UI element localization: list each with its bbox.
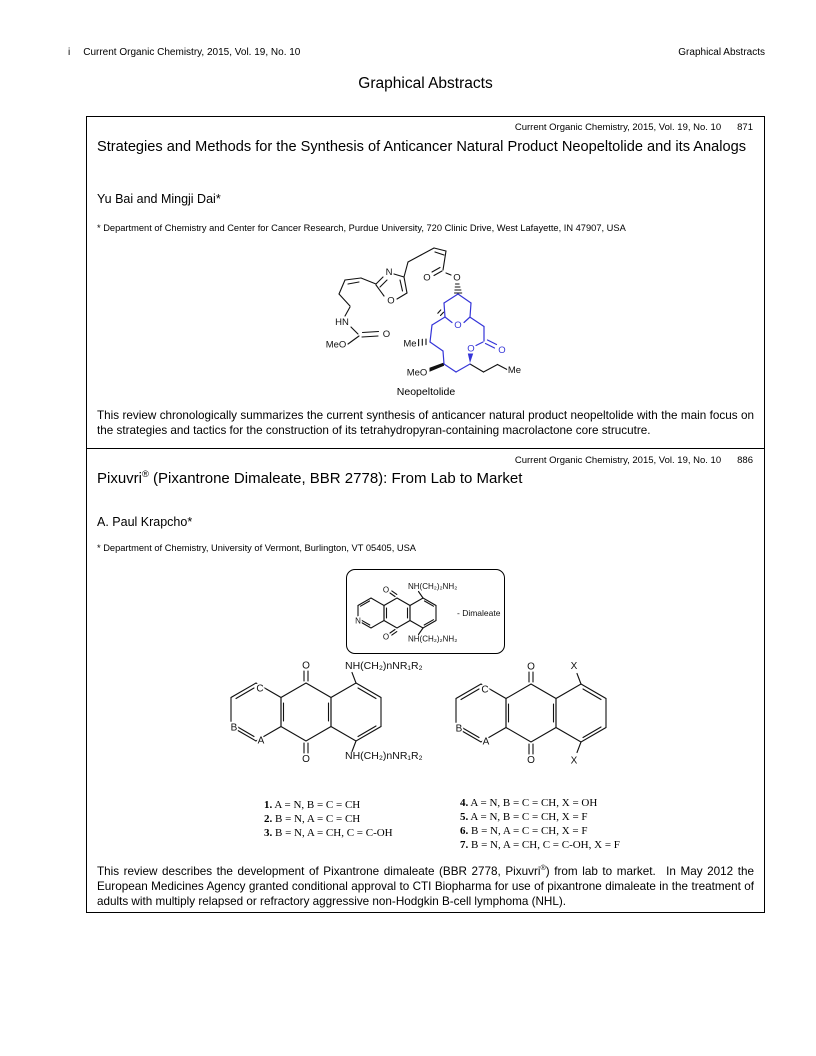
o-lactone-carbonyl-label: O — [498, 345, 506, 356]
o-pyran-label: O — [454, 320, 462, 331]
citation-text: Current Organic Chemistry, 2015, Vol. 19, No. 10 — [514, 455, 722, 466]
citation-page: 886 — [737, 455, 753, 466]
compound-line — [264, 798, 393, 812]
pixantrone-boxed-structure — [346, 569, 505, 654]
figure1-caption: Neopeltolide — [396, 386, 456, 398]
summary-text: ) from lab to market. In May 2012 the European Medicines Agency granted conditional approval to CTI Biopharma for use of pixantrone dimaleate in the treatment of adults with multiply relapsed or refractory aggressive non-Hodgkin B-cell lymphoma (NHL). — [97, 865, 754, 909]
neopeltolide-black-bonds — [339, 248, 507, 372]
compound-number: 2. — [264, 813, 273, 825]
o-lactone-label: O — [467, 343, 475, 355]
abstract1-title: Strategies and Methods for the Synthesis of Anticancer Natural Product Neopeltolide and its Analogs — [97, 139, 746, 155]
compound-line — [264, 826, 393, 840]
meo-carbamate-label: MeO — [325, 339, 347, 351]
pixantrone-bonds — [358, 591, 436, 635]
abstract1-authors: Yu Bai and Mingji Dai* — [97, 192, 221, 206]
amine-top-label: NH(CH₂)₂NH₂ — [408, 582, 458, 591]
c-position-label: C — [481, 684, 489, 696]
abstract1-affiliation: * Department of Chemistry and Center for Cancer Research, Purdue University, 720 Clinic Drive, West Lafayette, IN 47907, USA — [97, 223, 626, 233]
hn-label: HN — [335, 317, 349, 328]
abstract2-summary — [97, 864, 754, 910]
running-header-left — [68, 47, 300, 58]
abstract2-title — [97, 470, 753, 488]
dimaleate-label: - Dimaleate — [457, 608, 501, 618]
compound-line — [460, 810, 620, 824]
page-number: i — [68, 47, 71, 58]
compound-text: B = N, A = C = CH — [275, 813, 361, 825]
registered-mark: ® — [142, 469, 149, 479]
running-header-right: Graphical Abstracts — [678, 47, 765, 58]
a-position-label: A — [482, 736, 490, 748]
o-bottom-label: O — [527, 755, 535, 766]
abstract1-citation — [515, 122, 753, 133]
o-ester-label: O — [453, 272, 461, 284]
citation-text: Current Organic Chemistry, 2015, Vol. 19, No. 10 — [514, 122, 722, 133]
n-oxazole-label: N — [385, 267, 393, 278]
abstract1-summary: This review chronologically summarizes the current synthesis of anticancer natural product neopeltolide with the main focus on the strategies and tactics for the construction of its tetrahydropyran-containing macrolactone core strucutre. — [97, 409, 754, 438]
compound-text: A = N, B = C = CH, X = OH — [470, 797, 598, 809]
abstract2-title-rest: (Pixantrone Dimaleate, BBR 2778): From Lab to Market — [148, 470, 523, 487]
o-bottom-label: O — [302, 754, 310, 765]
amine-bottom-label: NH(CH₂)nNR₁R₂ — [345, 750, 423, 762]
analog-right-bonds — [456, 672, 606, 754]
abstract-divider — [87, 448, 764, 449]
pixantrone-structure — [347, 570, 502, 651]
compound-list-left — [264, 798, 393, 840]
registered-mark: ® — [540, 863, 546, 873]
x-bottom-label: X — [570, 755, 578, 767]
compound-line — [460, 824, 620, 838]
o-carbamate-label: O — [382, 329, 391, 340]
compound-line — [264, 812, 393, 826]
compound-number: 6. — [460, 825, 469, 837]
compound-list-right — [460, 796, 620, 852]
summary-text: This review describes the development of Pixantrone dimaleate (BBR 2778, Pixuvri — [97, 865, 541, 878]
n-pyridine-label: N — [355, 616, 361, 626]
citation-page: 871 — [737, 122, 753, 133]
neopeltolide-blue-bonds — [430, 294, 497, 372]
page-title: Graphical Abstracts — [358, 75, 493, 92]
b-position-label: B — [230, 722, 238, 734]
abstracts-box — [86, 116, 765, 913]
analog-structure-right — [443, 646, 663, 786]
o-oxazole-label: O — [387, 295, 395, 307]
ome-wedge — [430, 363, 445, 372]
amine-top-label: NH(CH₂)nNR₁R₂ — [345, 660, 423, 672]
x-top-label: X — [570, 661, 578, 672]
abstract2-citation — [515, 455, 753, 466]
compound-text: B = N, A = CH, C = C-OH — [275, 827, 393, 839]
abstract2-affiliation: * Department of Chemistry, University of Vermont, Burlington, VT 05405, USA — [97, 543, 416, 553]
compound-text: A = N, B = C = CH, X = F — [470, 811, 588, 823]
analog-left-bonds — [231, 671, 381, 753]
o-top-label: O — [527, 661, 535, 673]
compound-number: 7. — [460, 839, 469, 851]
compound-number: 5. — [460, 811, 469, 823]
compound-line — [460, 796, 620, 810]
o-top-label: O — [302, 660, 310, 672]
b-position-label: B — [455, 723, 463, 735]
lactone-o-wedge — [468, 354, 473, 364]
c-position-label: C — [256, 683, 264, 695]
o-ester-carbonyl-label: O — [423, 272, 431, 284]
compound-number: 3. — [264, 827, 273, 839]
o-top-label: O — [382, 585, 390, 595]
compound-text: A = N, B = C = CH — [274, 799, 361, 811]
amine-bottom-label: NH(CH₂)₂NH₂ — [408, 634, 458, 644]
compound-text: B = N, A = C = CH, X = F — [471, 825, 588, 837]
abstract2-author: A. Paul Krapcho* — [97, 515, 193, 529]
compound-number: 1. — [264, 799, 273, 811]
o-bottom-label: O — [382, 632, 390, 642]
compound-number: 4. — [460, 797, 469, 809]
meo-bottom-label: MeO — [406, 367, 428, 379]
abstract2-title-name: Pixuvri — [97, 470, 143, 487]
me-right-label: Me — [507, 365, 522, 376]
neopeltolide-structure — [311, 241, 541, 401]
compound-text: B = N, A = CH, C = C-OH, X = F — [471, 839, 620, 851]
a-position-label: A — [257, 735, 265, 747]
me-left-label: Me — [403, 338, 417, 350]
analog-structure-left — [219, 646, 449, 786]
compound-line — [460, 838, 620, 852]
journal-citation: Current Organic Chemistry, 2015, Vol. 19, No. 10 — [83, 47, 301, 58]
